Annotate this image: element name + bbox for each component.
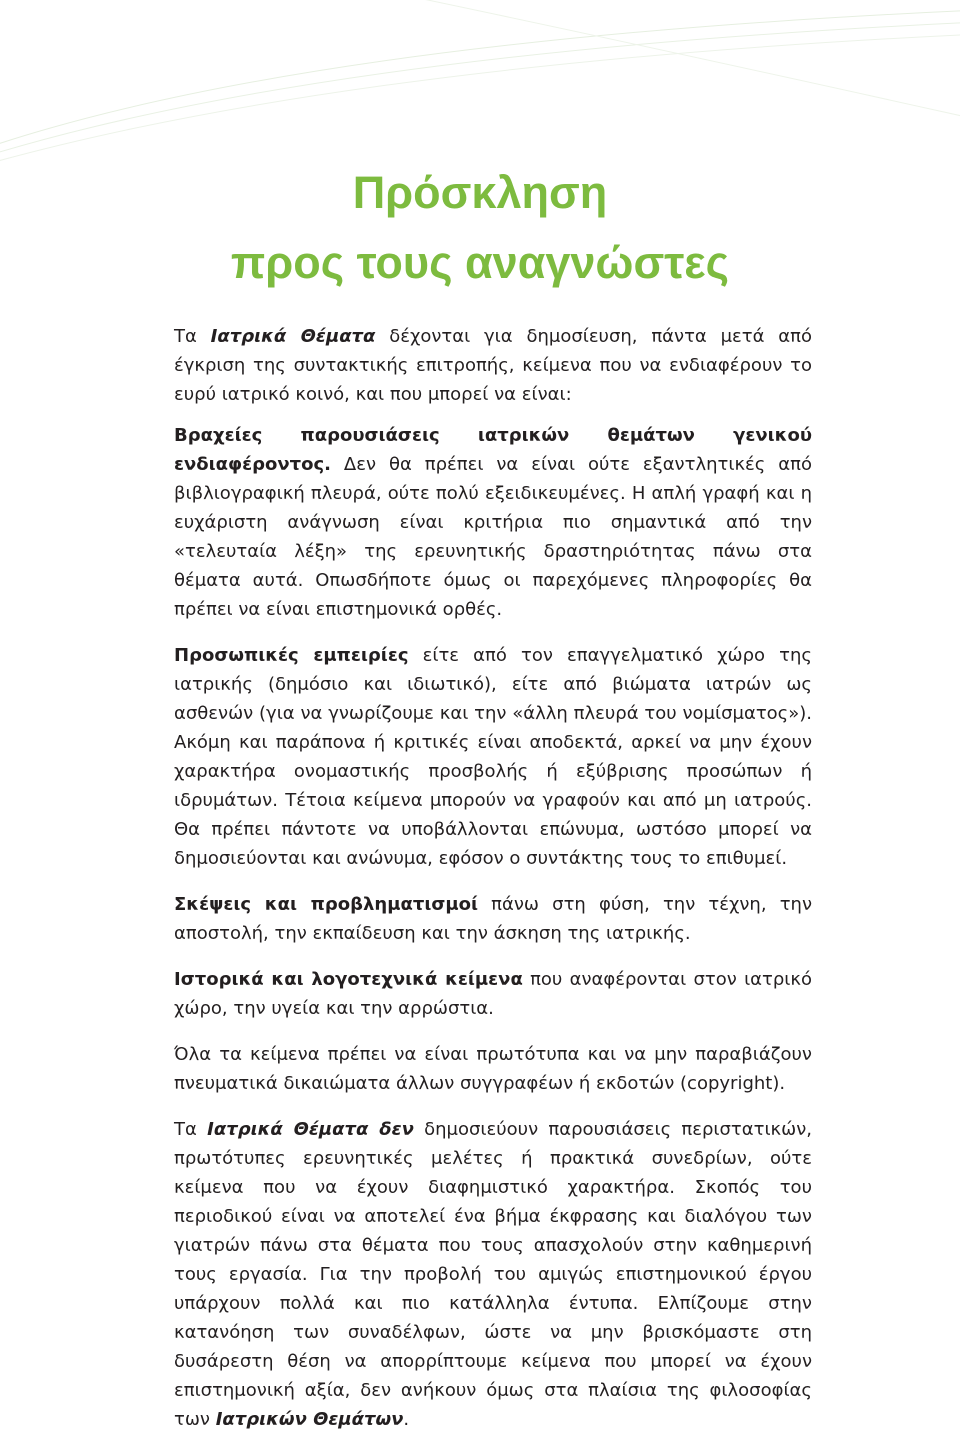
text-originality: Όλα τα κείμενα πρέπει να είναι πρωτότυπα και να μην παραβιάζουν πνευματικά δικαιώματα άλλων συγγραφέων ή εκδοτών (copyright). — [174, 1044, 812, 1094]
paragraph-thoughts — [174, 890, 812, 948]
text-thoughts: πάνω στη φύση, την τέχνη, την αποστολή, την εκπαίδευση και την άσκηση της ιατρικής. — [174, 894, 813, 944]
decorative-swirl-lines — [0, 0, 960, 180]
exclusions-tail: . — [403, 1409, 410, 1430]
text-exclusions: δημοσιεύουν παρουσιάσεις περιστατικών, πρωτότυπες ερευνητικές μελέτες ή πρακτικά συνεδρίων, ούτε κείμενα που να έχουν διαφημιστικό χαρακτήρα. Σκοπός του περιοδικού είναι να αποτελεί ένα βήμα έκφρασης και διαλόγου των γιατρών πάνω στα θέματα που τους απασχολούν στην καθημερινή τους εργασία. Για την προβολή του αμιγώς επιστημονικού έργου υπάρχουν πολλά και πιο κατάλληλα έντυπα. Ελπίζουμε στην κατανόηση των συναδέλφων, ώστε να μην βρισκόμαστε στη δυσάρεστη θέση να απορρίπτουμε κείμενα που μπορεί να έχουν επιστημονική αξία, δεν ανήκουν όμως στα πλαίσια της φιλοσοφίας των — [174, 1119, 813, 1430]
paragraph-intro — [174, 322, 812, 409]
heading-short-presentations: Βραχείες παρουσιάσεις ιατρικών θεμάτων γενικού ενδιαφέροντος. — [174, 425, 812, 475]
journal-name-negation: Ιατρικά Θέματα δεν — [207, 1119, 414, 1140]
article-body — [174, 322, 812, 1451]
paragraph-personal-experiences — [174, 641, 812, 873]
journal-name-end: Ιατρικών Θεμάτων — [215, 1409, 404, 1430]
page-title-line-1: Πρόσκληση — [352, 167, 608, 218]
heading-personal-experiences: Προσωπικές εμπειρίες — [174, 645, 409, 666]
heading-historical: Ιστορικά και λογοτεχνικά κείμενα — [174, 969, 523, 990]
paragraph-originality — [174, 1040, 812, 1098]
intro-lead: Τα — [174, 326, 211, 347]
paragraph-exclusions — [174, 1115, 812, 1434]
journal-name: Ιατρικά Θέματα — [210, 326, 376, 347]
exclusions-lead: Τα — [174, 1119, 208, 1140]
paragraph-short-presentations — [174, 421, 812, 624]
text-historical: που αναφέρονται στον ιατρικό χώρο, την υγεία και την αρρώστια. — [174, 969, 813, 1019]
intro-text: δέχονται για δημοσίευση, πάντα μετά από έγκριση της συντακτικής επιτροπής, κείμενα που να ενδιαφέρουν το ευρύ ιατρικό κοινό, και που μπορεί να είναι: — [174, 326, 812, 405]
paragraph-historical — [174, 965, 812, 1023]
text-short-presentations: Δεν θα πρέπει να είναι ούτε εξαντλητικές από βιβλιογραφική πλευρά, ούτε πολύ εξειδικευμένες. Η απλή γραφή και η ευχάριστη ανάγνωση είναι κριτήρια πιο σημαντικά από την «τελευταία λέξη» της ερευνητικής δραστηριότητας πάνω στα θέματα αυτά. Οπωσδήποτε όμως οι παρεχόμενες πληροφορίες θα πρέπει να είναι επιστημονικά ορθές. — [174, 454, 812, 620]
heading-thoughts: Σκέψεις και προβληματισμοί — [174, 894, 479, 915]
page-title-line-2: προς τους αναγνώστες — [230, 237, 730, 288]
text-personal-experiences: είτε από τον επαγγελματικό χώρο της ιατρικής (δημόσιο και ιδιωτικό), είτε από βιώματα ιατρών ως ασθενών (για να γνωρίζουμε και την «άλλη πλευρά του νομίσματος»). Ακόμη και παράπονα ή κριτικές είναι αποδεκτά, αρκεί να μην έχουν χαρακτήρα ονομαστικής προσβολής ή εξύβρισης προσώπων ή ιδρυμάτων. Τέτοια κείμενα μπορούν να γραφούν και από μη ιατρούς. Θα πρέπει πάντοτε να υποβάλλονται επώνυμα, ωστόσο μπορεί να δημοσιεύονται και ανώνυμα, εφόσον ο συντάκτης τους το επιθυμεί. — [174, 645, 812, 869]
